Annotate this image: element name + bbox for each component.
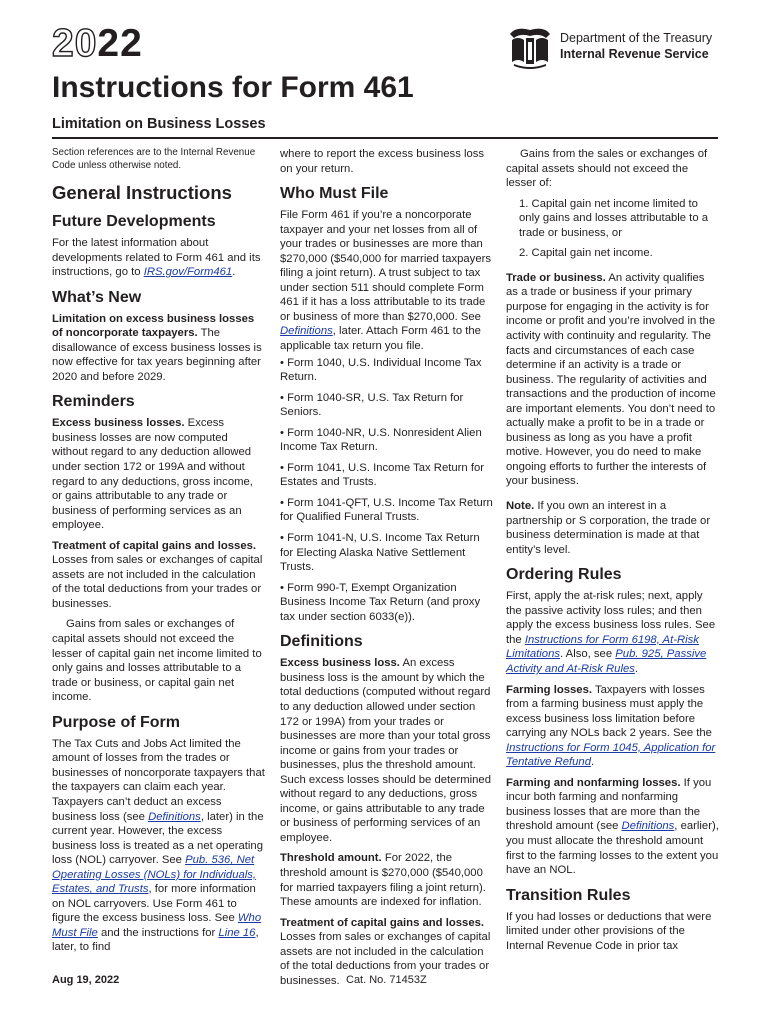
ordering-paragraph: [506, 589, 719, 676]
heading-reminders: Reminders: [52, 393, 135, 411]
farming-lead: Farming losses.: [506, 683, 593, 696]
form-bullet-list: [280, 356, 493, 625]
who-text-a: File Form 461 if you’re a noncorporate taxpayer and your net losses from all of your trades or businesses are more than $270,000 ($540,000 for married taxpayers filing a joint return). A trust subject to tax under section 511 should complete Form 461 if it has a loss attributable to its trade or business of more than $270,000. See: [280, 209, 492, 323]
farming-nonfarming-text-a: If you incur both farming and nonfarming business losses that are more than the threshold amount (see: [506, 776, 712, 833]
bullet-text: Form 1040-NR, U.S. Nonresident Alien Income Tax Return.: [280, 426, 482, 454]
footer-date: Aug 19, 2022: [52, 974, 120, 986]
heading-ordering-rules: Ordering Rules: [506, 566, 622, 584]
purpose-text-a: The Tax Cuts and Jobs Act limited the amount of losses from the trades or businesses of noncorporate taxpayers that the taxpayers can claim each year. Taxpayers can’t deduct an excess business loss (see: [52, 737, 265, 823]
page-title: Instructions for Form 461: [52, 71, 414, 104]
definition-1: [280, 656, 493, 845]
intro-note: Section references are to the Internal Revenue Code unless otherwise noted.: [52, 147, 256, 171]
list-item: • Form 1041-QFT, U.S. Income Tax Return for Qualified Funeral Trusts.: [280, 496, 493, 524]
farming-paragraph: [506, 683, 719, 770]
reminder-2-lead: Treatment of capital gains and losses.: [52, 539, 257, 552]
purpose-link-who-must-file[interactable]: Who Must File: [52, 912, 262, 939]
list-item: • Form 1040-NR, U.S. Nonresident Alien Income Tax Return.: [280, 426, 482, 454]
year-solid: 22: [97, 22, 143, 65]
purpose-text-d: and the instructions for: [97, 926, 219, 939]
trade-lead: Trade or business.: [506, 271, 606, 284]
agency-block: [560, 30, 712, 62]
list-item: • Form 1041, U.S. Income Tax Return for Estates and Trusts.: [280, 461, 485, 489]
heading-transition-rules: Transition Rules: [506, 886, 631, 904]
bullet-text: Form 1041-N, U.S. Income Tax Return for Electing Alaska Native Settlement Trusts.: [280, 532, 480, 574]
heading-definitions: Definitions: [280, 633, 363, 651]
page-subtitle: Limitation on Business Losses: [52, 116, 266, 132]
transition-paragraph: If you had losses or deductions that were limited under other provisions of the Internal Revenue Code in prior tax: [506, 910, 712, 952]
heading-future-developments: Future Developments: [52, 213, 216, 230]
purpose-link-definitions[interactable]: Definitions: [148, 810, 201, 823]
heading-general-instructions: General Instructions: [52, 182, 232, 203]
reminder-1-text: Excess business losses are now computed without regard to any deduction allowed under section 172 or 199A and without regard to any deductions, gross income, or gains attributable to any trade or business of performing services as an employee.: [52, 417, 253, 532]
who-paragraph: [280, 208, 493, 353]
column-3: [506, 147, 719, 959]
reminder-1-lead: Excess business losses.: [52, 417, 185, 430]
reminder-2-text: Losses from sales or exchanges of capital assets are not included in the calculation of the total deductions from your trades or businesses.: [52, 554, 263, 610]
reminder-2: [52, 539, 265, 612]
ordering-text-b: . Also, see: [560, 648, 616, 661]
who-text-b: , later. Attach Form 461 to the applicable tax return you file.: [280, 325, 481, 353]
farming-nonfarming-lead: Farming and nonfarming losses.: [506, 776, 681, 789]
ordering-text-a: First, apply the at-risk rules; next, apply the passive activity loss rules; and then apply the excess business loss rules. See the: [506, 590, 716, 646]
header-rule: [52, 137, 718, 139]
farming-link-form1045[interactable]: Instructions for Form 1045, Application for Tentative Refund: [506, 741, 716, 769]
purpose-text-b: , later) in the current year. However, the excess business loss is treated as a net operating loss (NOL) carryover. See: [52, 810, 264, 867]
bullet-text: Form 1040, U.S. Individual Income Tax Return.: [280, 356, 482, 384]
future-text: For the latest information about developments related to Form 461 and its instructions, go to: [52, 237, 261, 279]
note-lead: Note.: [506, 500, 535, 513]
definition-2-lead: Threshold amount.: [280, 852, 382, 865]
heading-purpose-of-form: Purpose of Form: [52, 713, 181, 731]
future-link[interactable]: IRS.gov/Form461: [143, 266, 233, 279]
gains-item-2: 2. Capital gain net income.: [519, 247, 653, 260]
purpose-link-line16[interactable]: Line 16: [218, 926, 256, 939]
trade-text: An activity qualifies as a trade or business if your primary purpose for engaging in the activity is for income or profit and you’re involved in the activity with continuity and regularity. The facts and circumstances of each case determine if an activity is a trade or business. The regularity of activities and transactions and the production of income are important elements. You don’t need to actually make a profit to be in a trade or business as long as you have a profit motive. However, you do need to make ongoing efforts to further the interests of your business.: [506, 271, 716, 488]
purpose-link-pub536[interactable]: Pub. 536, Net Operating Losses (NOLs) for Individuals, Estates, and Trusts: [52, 854, 257, 896]
farming-text-a: Taxpayers with losses from a farming business must apply the excess business loss limitation before carrying any NOLs back 2 years. See the: [506, 683, 712, 740]
who-link-definitions[interactable]: Definitions: [280, 325, 333, 338]
bullet-text: Form 1041-QFT, U.S. Income Tax Return for Qualified Funeral Trusts.: [280, 496, 493, 524]
column-1: [52, 147, 265, 961]
year-outline: 20: [52, 22, 98, 65]
bullet-text: Form 1041, U.S. Income Tax Return for Estates and Trusts.: [280, 461, 485, 489]
column-2: [280, 147, 493, 994]
reminder-1: [52, 416, 265, 532]
reminder-3: Gains from sales or exchanges of capital assets should not exceed the lesser of capital gain net income limited to only gains and losses attributable to a trade or business, or capital gain net income.: [52, 618, 262, 704]
future-paragraph: [52, 236, 265, 280]
farming-text-b: .: [591, 756, 595, 769]
whats-new-lead: Limitation on excess business losses of noncorporate taxpayers.: [52, 312, 255, 340]
definition-3-text: Losses from sales or exchanges of capital assets are not included in the calculation of the total deductions from your trades or businesses.: [280, 931, 491, 987]
irs-eagle-logo-icon: [506, 24, 554, 70]
purpose-text-e: , later, to find: [52, 926, 259, 954]
footer-cat-number: Cat. No. 71453Z: [346, 974, 427, 986]
ordering-text-c: .: [634, 662, 639, 675]
list-item: • Form 1040-SR, U.S. Tax Return for Seniors.: [280, 391, 464, 419]
farming-nonfarming-text-b: , earlier), you must allocate the threshold amount first to the farming losses to the extent you have an NOL.: [506, 820, 719, 877]
purpose-text-c: , for more information on NOL carryovers. Use Form 461 to figure the excess business loss. See: [52, 883, 256, 925]
definition-2: [280, 851, 493, 909]
future-end: .: [232, 266, 236, 279]
farming-nonfarming-paragraph: [506, 776, 719, 878]
list-item: • Form 1040, U.S. Individual Income Tax Return.: [280, 356, 482, 384]
list-item: • Form 990-T, Exempt Organization Business Income Tax Return (and proxy tax under section 6033(e)).: [280, 581, 481, 623]
heading-whats-new: What’s New: [52, 288, 142, 306]
list-item: • Form 1041-N, U.S. Income Tax Return for Electing Alaska Native Settlement Trusts.: [280, 532, 480, 574]
definition-2-text: For 2022, the threshold amount is $270,000 ($540,000 for married taxpayers filing a joint return). These amounts are indexed for inflation.: [280, 852, 486, 909]
ordering-link-pub925[interactable]: Pub. 925, Passive Activity and At-Risk Rules: [506, 648, 707, 675]
bullet-text: Form 1040-SR, U.S. Tax Return for Seniors.: [280, 391, 464, 419]
farming-nonfarming-link-definitions[interactable]: Definitions: [621, 820, 675, 833]
definition-3-lead: Treatment of capital gains and losses.: [280, 916, 485, 929]
note-paragraph: [506, 499, 719, 557]
agency-department: Department of the Treasury: [560, 31, 713, 45]
gains-paragraph: Gains from the sales or exchanges of capital assets should not exceed the lesser of:: [506, 148, 708, 190]
definition-1-text: An excess business loss is the amount by which the total deductions (computed without regard to any deduction allowed under section 172 or 199A) from your trades or businesses are more than your total gross income or gains from your trades or businesses, plus the threshold amount. Such excess losses should be determined without regard to any deductions, gross income, or gains attributable to any trade or business of performing services of an employee.: [280, 657, 491, 844]
bullet-text: Form 990-T, Exempt Organization Business Income Tax Return (and proxy tax under section 6033(e)).: [280, 581, 481, 623]
ordering-link-form6198[interactable]: Instructions for Form 6198, At-Risk Limitations: [506, 633, 699, 661]
whats-new-text: The disallowance of excess business losses is now effective for tax years beginning after 2020 and before 2029.: [52, 327, 262, 383]
purpose-paragraph: [52, 737, 265, 955]
form-year: [52, 22, 143, 66]
note-text: If you own an interest in a partnership or S corporation, the trade or business determination is made at that entity’s level.: [506, 500, 711, 556]
gains-item-1: 1. Capital gain net income limited to only gains and losses attributable to a trade or business, or: [519, 197, 709, 239]
trade-paragraph: [506, 271, 719, 489]
heading-who-must-file: Who Must File: [280, 185, 389, 203]
definition-1-lead: Excess business loss.: [280, 657, 400, 670]
whats-new-paragraph: [52, 312, 265, 385]
agency-irs: Internal Revenue Service: [560, 47, 709, 61]
col2-continuation: where to report the excess business loss on your return.: [280, 148, 485, 175]
